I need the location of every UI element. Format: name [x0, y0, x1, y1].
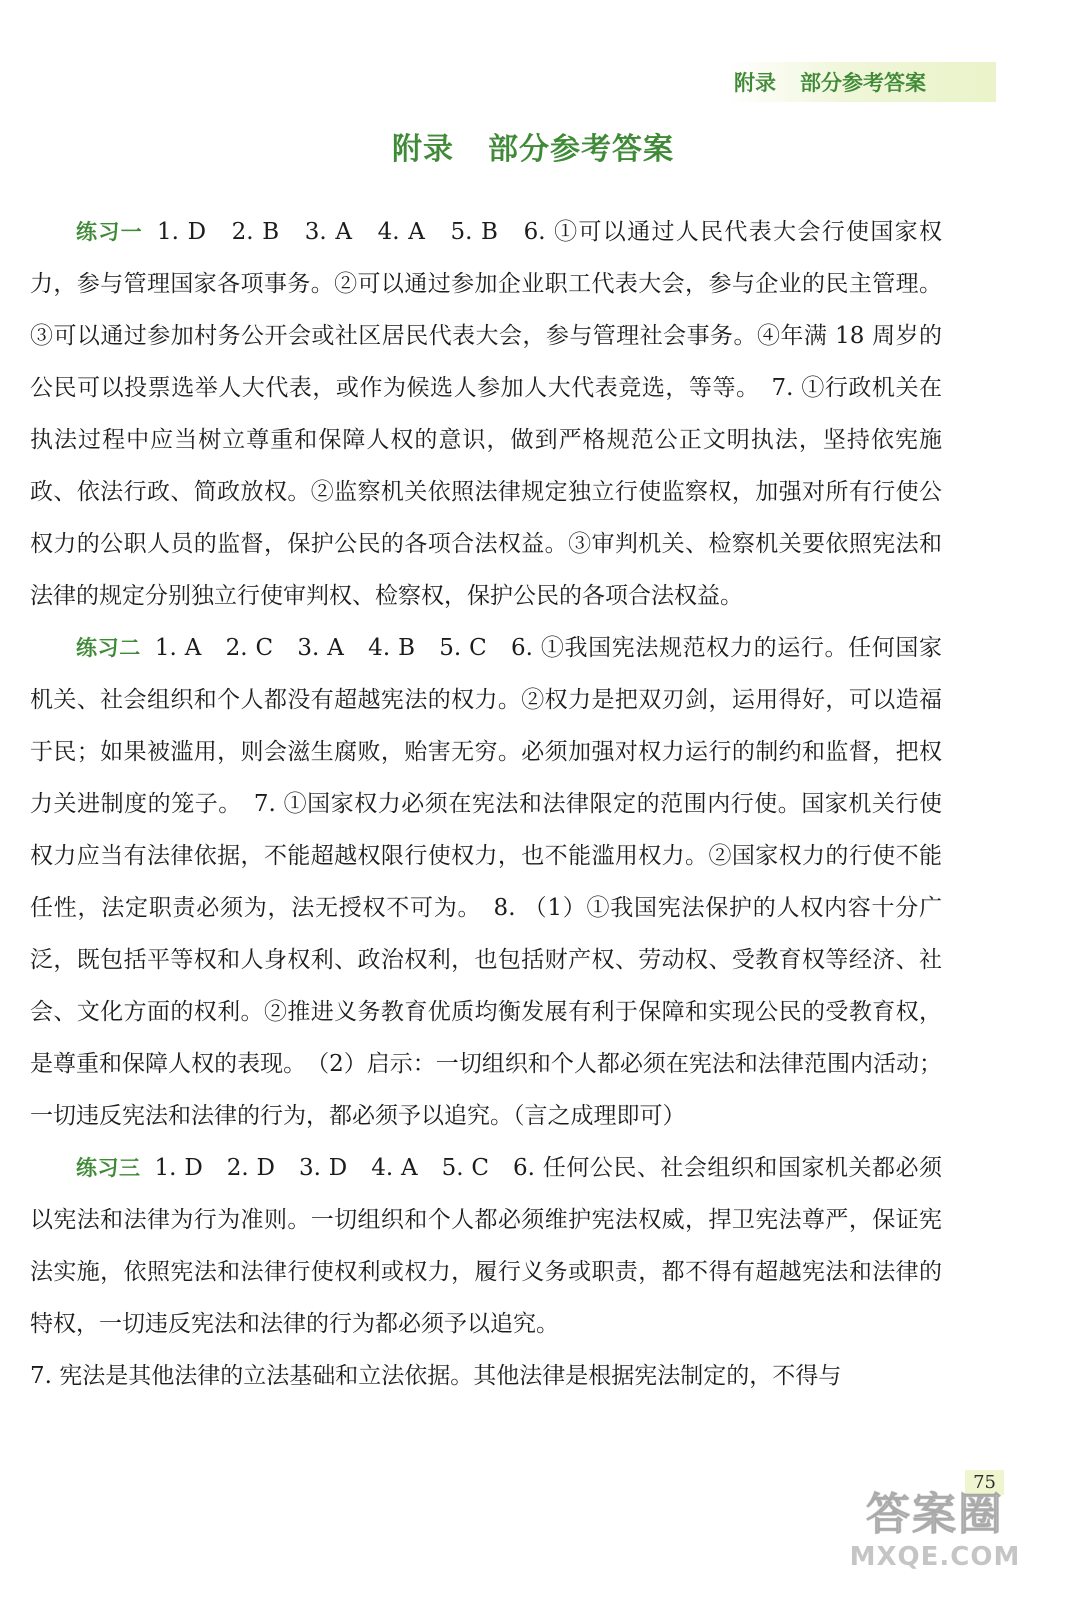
watermark-line1: 答案圈 — [866, 1489, 1004, 1540]
page-title-part1: 附录 — [392, 132, 454, 167]
exercise-3-label: 练习三 — [76, 1156, 141, 1180]
exercise-3-continuation: 7. 宪法是其他法律的立法基础和立法依据。其他法律是根据宪法制定的，不得与 — [30, 1363, 842, 1389]
exercise-2-label: 练习二 — [76, 636, 141, 660]
running-header-section: 附录 — [734, 71, 776, 95]
exercise-3-paragraph — [30, 1142, 942, 1350]
exercise-3-text: 1. D 2. D 3. D 4. A 5. C 6. 任何公民、社会组织和国家机关都必须以宪法和法律为行为准则。一切组织和个人都必须维护宪法权威，捍卫宪法尊严，保证宪法实施，依照宪法和法律行使权利或权力，履行义务或职责，都不得有超越宪法和法律的特权，一切违反宪法和法律的行为都必须予以追究。 — [30, 1155, 943, 1337]
watermark-logo — [832, 1478, 1038, 1572]
running-header-subtitle: 部分参考答案 — [800, 71, 926, 95]
exercise-2-paragraph — [30, 622, 942, 1142]
watermark-line2: MXQE.COM — [849, 1542, 1021, 1572]
exercise-1-paragraph — [30, 206, 942, 622]
exercise-1-text: 1. D 2. B 3. A 4. A 5. B 6. ①可以通过人民代表大会行使国家权力，参与管理国家各项事务。②可以通过参加企业职工代表大会，参与企业的民主管理。③可以通过参加村务公开会或社区居民代表大会，参与管理社会事务。④年满 18 周岁的公民可以投票选举人大代表，或作为候选人参加人大代表竞选，等等。 7. ①行政机关在执法过程中应当树立尊重和保障人权的意识，做到严格规范公正文明执法，坚持依宪施政、依法行政、简政放权。②监察机关依照法律规定独立行使监察权，加强对所有行使公权力的公职人员的监督，保护公民的各项合法权益。③审判机关、检察机关要依照宪法和法律的规定分别独立行使审判权、检察权，保护公民的各项合法权益。 — [30, 219, 943, 609]
exercise-2-text: 1. A 2. C 3. A 4. B 5. C 6. ①我国宪法规范权力的运行。任何国家机关、社会组织和个人都没有超越宪法的权力。②权力是把双刃剑，运用得好，可以造福于民；如果被滥用，则会滋生腐败，贻害无穷。必须加强对权力运行的制约和监督，把权力关进制度的笼子。 7. ①国家权力必须在宪法和法律限定的范围内行使。国家机关行使权力应当有法律依据，不能超越权限行使权力，也不能滥用权力。②国家权力的行使不能任性，法定职责必须为，法无授权不可为。 8. （1）①我国宪法保护的人权内容十分广泛，既包括平等权和人身权利、政治权利，也包括财产权、劳动权、受教育权等经济、社会、文化方面的权利。②推进义务教育优质均衡发展有利于保障和实现公民的受教育权，是尊重和保障人权的表现。 （2）启示：一切组织和个人都必须在宪法和法律范围内活动；一切违反宪法和法律的行为，都必须予以追究。（言之成理即可） — [30, 635, 942, 1129]
page-number: 75 — [965, 1470, 1004, 1495]
exercise-1-label: 练习一 — [76, 220, 143, 244]
answer-content — [30, 206, 942, 1402]
page-title-part2: 部分参考答案 — [488, 132, 674, 167]
page-title — [0, 124, 1066, 168]
running-header — [726, 62, 996, 102]
